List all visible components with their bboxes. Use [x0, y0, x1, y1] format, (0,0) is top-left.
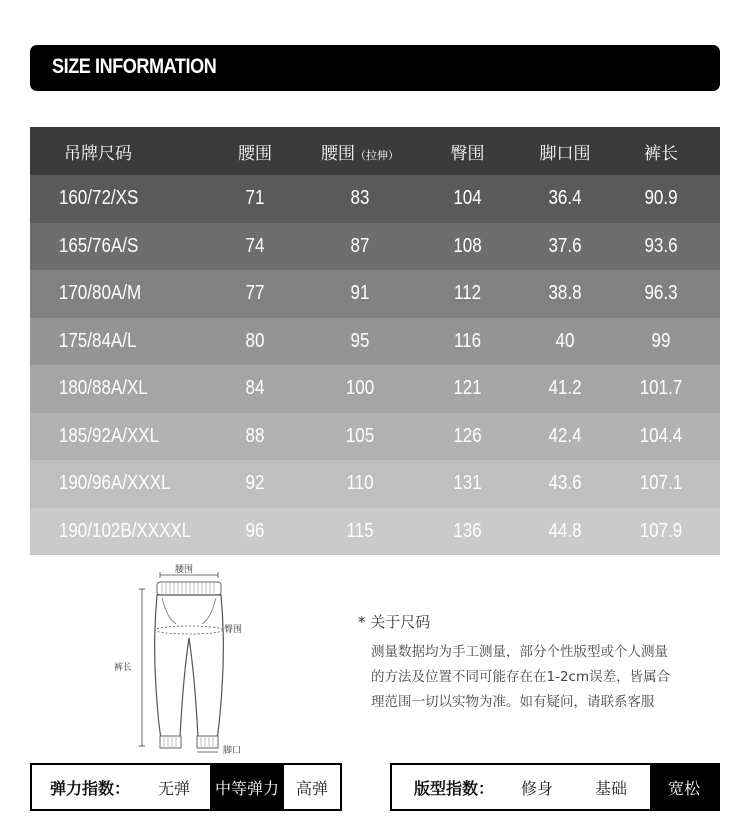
header-tag-size: 吊牌尺码 — [64, 143, 132, 164]
note-title: * 关于尺码 — [358, 613, 431, 631]
table-body — [30, 175, 720, 555]
elasticity-index — [30, 763, 342, 811]
cell-waist-stretch: 100 — [345, 377, 375, 400]
elasticity-option-none: 无弹 — [157, 778, 190, 798]
table-row — [30, 318, 720, 366]
cell-hem: 37.6 — [548, 234, 582, 257]
note-line: 理范围一切以实物为准。如有疑问，请联系客服 — [371, 694, 655, 710]
table-header — [30, 127, 720, 175]
cell-waist-stretch: 91 — [350, 282, 370, 305]
table-row — [30, 270, 720, 318]
header-hip: 臀围 — [450, 143, 485, 164]
table-row — [30, 365, 720, 413]
cell-hip: 108 — [453, 234, 482, 257]
cell-hem: 40 — [555, 329, 575, 352]
cell-waist-stretch: 110 — [346, 472, 374, 495]
note-line: 的方法及位置不同可能存在在1-2cm误差，皆属合 — [371, 669, 671, 685]
table-row — [30, 175, 720, 223]
cell-waist-stretch: 87 — [350, 234, 370, 257]
cell-waist: 80 — [245, 329, 265, 352]
cell-hem: 43.6 — [548, 472, 582, 495]
cell-hip: 136 — [453, 519, 482, 542]
cell-length: 101.7 — [639, 377, 683, 400]
table-row — [30, 460, 720, 508]
cell-waist-stretch: 95 — [350, 329, 370, 352]
cell-tag-size: 165/76A/S — [58, 234, 139, 257]
cell-length: 96.3 — [644, 282, 678, 305]
note-line: 测量数据均为手工测量，部分个性版型或个人测量 — [371, 644, 668, 660]
cell-hip: 104 — [453, 187, 482, 210]
cell-waist: 71 — [245, 187, 265, 210]
pants-diagram — [110, 558, 260, 758]
cell-waist-stretch: 115 — [346, 519, 374, 542]
cell-hip: 126 — [453, 424, 482, 447]
header-waist: 腰围 — [238, 143, 272, 164]
hip-label: 臀围 — [224, 625, 243, 635]
cell-tag-size: 180/88A/XL — [58, 377, 148, 400]
cell-waist-stretch: 83 — [350, 187, 370, 210]
table-row — [30, 223, 720, 271]
fit-label: 版型指数： — [413, 778, 494, 798]
header-length: 裤长 — [644, 143, 678, 164]
fit-option-regular: 基础 — [594, 778, 627, 798]
elasticity-option-medium: 中等弹力 — [210, 765, 284, 809]
header-stretch-note: （拉伸） — [355, 148, 399, 162]
table-row — [30, 508, 720, 556]
cell-hip: 112 — [453, 282, 482, 305]
cell-hem: 44.8 — [548, 519, 582, 542]
cell-tag-size: 185/92A/XXL — [58, 424, 160, 447]
hem-label: 脚口 — [223, 746, 242, 756]
pants-illustration — [110, 558, 260, 758]
cell-tag-size: 160/72/XS — [58, 187, 139, 210]
cell-waist: 92 — [245, 472, 265, 495]
header-waist-stretch-label: 腰围 — [321, 143, 355, 164]
fit-index — [390, 763, 720, 811]
cell-tag-size: 190/102B/XXXXL — [58, 519, 192, 542]
cell-hip: 121 — [453, 377, 482, 400]
cell-waist: 88 — [245, 424, 265, 447]
cell-waist: 84 — [245, 377, 265, 400]
cell-waist: 74 — [245, 234, 265, 257]
cell-length: 90.9 — [644, 187, 678, 210]
cell-hip: 131 — [453, 472, 482, 495]
header-hem: 脚口围 — [539, 143, 591, 164]
title-bar — [30, 45, 720, 91]
cell-tag-size: 190/96A/XXXL — [58, 472, 171, 495]
cell-length: 104.4 — [639, 424, 683, 447]
header-waist-stretch — [290, 139, 430, 164]
cell-waist: 96 — [245, 519, 265, 542]
cell-length: 107.9 — [639, 519, 683, 542]
page-title: SIZE INFORMATION — [52, 55, 217, 78]
cell-hem: 36.4 — [548, 187, 582, 210]
cell-waist: 77 — [245, 282, 265, 305]
size-table — [30, 127, 720, 555]
elasticity-label: 弹力指数： — [49, 778, 130, 798]
note-body — [358, 640, 718, 715]
cell-length: 99 — [651, 329, 671, 352]
length-label: 裤长 — [114, 663, 133, 673]
waist-label: 腰围 — [175, 565, 194, 575]
cell-tag-size: 175/84A/L — [58, 329, 137, 352]
cell-waist-stretch: 105 — [345, 424, 375, 447]
table-row — [30, 413, 720, 461]
cell-hem: 42.4 — [548, 424, 582, 447]
elasticity-option-high: 高弹 — [295, 778, 328, 798]
cell-tag-size: 170/80A/M — [58, 282, 142, 305]
cell-hem: 38.8 — [548, 282, 582, 305]
fit-option-loose: 宽松 — [650, 765, 718, 809]
cell-length: 93.6 — [644, 234, 678, 257]
size-note — [358, 611, 718, 715]
fit-option-slim: 修身 — [520, 778, 553, 798]
cell-hip: 116 — [453, 329, 482, 352]
cell-length: 107.1 — [639, 472, 683, 495]
cell-hem: 41.2 — [548, 377, 582, 400]
